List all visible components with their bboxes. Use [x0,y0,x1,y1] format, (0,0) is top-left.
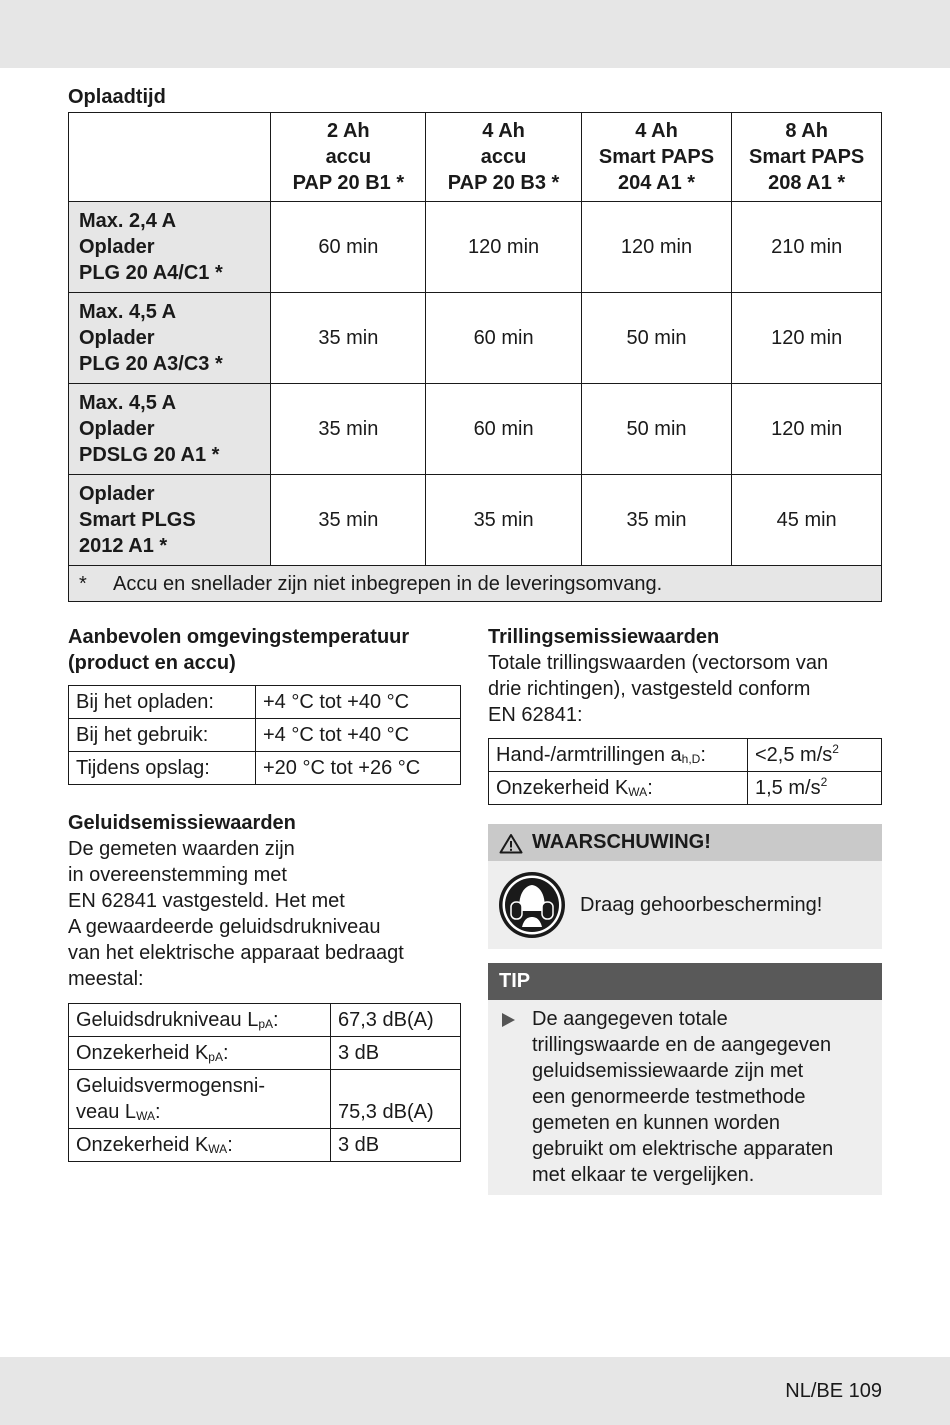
noise-table [68,1003,461,1162]
table-note-row [69,566,882,602]
table-cell: 120 min [426,202,581,293]
table-row [69,752,461,785]
charge-time-table [68,112,882,602]
page-number: NL/BE 109 [785,1380,882,1402]
table-row [69,1037,461,1070]
row-label: Tijdens opslag: [69,752,256,785]
tip-header [488,963,882,1000]
row-header: Max. 2,4 A Oplader PLG 20 A4/C1 * [69,202,271,293]
warning-triangle-icon [499,833,523,854]
warning-header [488,824,882,861]
tip-title: TIP [499,970,531,992]
bullet-arrow-icon [500,1012,516,1028]
warning-body [488,861,882,949]
table-cell: 60 min [426,384,581,475]
column-header: 8 Ah Smart PAPS 208 A1 * [732,113,882,202]
row-value: 3 dB [331,1129,461,1162]
tip-body [488,1000,882,1195]
table-cell: 50 min [581,384,732,475]
vibration-description: Totale trillingswaarden (vectorsom van drie richtingen), vastgesteld conform EN 62841: [488,652,829,726]
column-header: 4 Ah Smart PAPS 204 A1 * [581,113,732,202]
asterisk: * [79,572,87,595]
table-cell: 35 min [271,384,426,475]
table-cell: 35 min [271,475,426,566]
table-cell: 35 min [581,475,732,566]
row-label: Bij het gebruik: [69,719,256,752]
column-header: 2 Ah accu PAP 20 B1 * [271,113,426,202]
row-value: +4 °C tot +40 °C [256,719,461,752]
row-value: 67,3 dB(A) [331,1004,461,1037]
noise-description: De gemeten waarden zijn in overeenstemming met EN 62841 vastgesteld. Het met A gewaardeerde geluidsdrukniveau van het elektrische apparaat bedraagt meestal: [68,838,404,990]
table-row [69,293,882,384]
noise-heading: Geluidsemissiewaarden [68,812,296,834]
vibration-table [488,738,882,805]
vibration-heading: Trillingsemissiewaarden [488,626,720,648]
table-note [69,566,882,602]
row-value: <2,5 $m/s^2$ [748,739,882,772]
table-cell: 120 min [581,202,732,293]
table-cell: 35 min [271,293,426,384]
table-row [69,719,461,752]
row-header: Max. 4,5 A Oplader PDSLG 20 A1 * [69,384,271,475]
row-value: +4 °C tot +40 °C [256,686,461,719]
row-value: 1,5 $m/s^2$ [748,772,882,805]
table-cell: 45 min [732,475,882,566]
table-row [69,686,461,719]
top-band [0,0,950,68]
note-text: Accu en snellader zijn niet inbegrepen in de leveringsomvang. [113,572,663,595]
row-label: Onzekerheid $K_{WA}$: [489,772,748,805]
row-value: 75,3 dB(A) [331,1070,461,1129]
row-label: Onzekerheid $K_{pA}$: [69,1037,331,1070]
temperature-table [68,685,461,785]
table-row [489,772,882,805]
column-header: 4 Ah accu PAP 20 B3 * [426,113,581,202]
charge-table-heading: Oplaadtijd [68,86,166,108]
table-row [69,384,882,475]
table-cell: 210 min [732,202,882,293]
row-value: +20 °C tot +26 °C [256,752,461,785]
table-row [69,1129,461,1162]
warning-text: Draag gehoorbescherming! [580,894,823,916]
row-value: 3 dB [331,1037,461,1070]
table-header-row [69,113,882,202]
table-cell: 120 min [732,384,882,475]
temperature-heading: Aanbevolen omgevingstemperatuur (product en accu) [68,626,410,674]
row-label: Hand-/armtrillingen $a_{h,D}$: [489,739,748,772]
table-row [69,1004,461,1037]
row-header: Oplader Smart PLGS 2012 A1 * [69,475,271,566]
table-cell: 60 min [426,293,581,384]
table-row [69,202,882,293]
table-cell: 35 min [426,475,581,566]
table-row [69,475,882,566]
row-label: Bij het opladen: [69,686,256,719]
row-label: Onzekerheid $K_{WA}$: [69,1129,331,1162]
row-label: Geluidsvermogensni- veau $L_{WA}$: [69,1070,331,1129]
table-cell: 60 min [271,202,426,293]
table-cell: 50 min [581,293,732,384]
row-header: Max. 4,5 A Oplader PLG 20 A3/C3 * [69,293,271,384]
table-row [69,1070,461,1129]
warning-title: WAARSCHUWING! [532,831,711,853]
hearing-protection-icon [498,871,566,939]
table-row [489,739,882,772]
tip-text: De aangegeven totale trillingswaarde en de aangegeven geluidsemissiewaarde zijn met een genormeerde testmethode gemeten en kunnen worden gebruikt om elektrische apparaten met elkaar te vergelijken. [532,1008,834,1186]
table-cell: 120 min [732,293,882,384]
row-label: Geluidsdrukniveau $L_{pA}$: [69,1004,331,1037]
corner-cell [69,113,271,202]
